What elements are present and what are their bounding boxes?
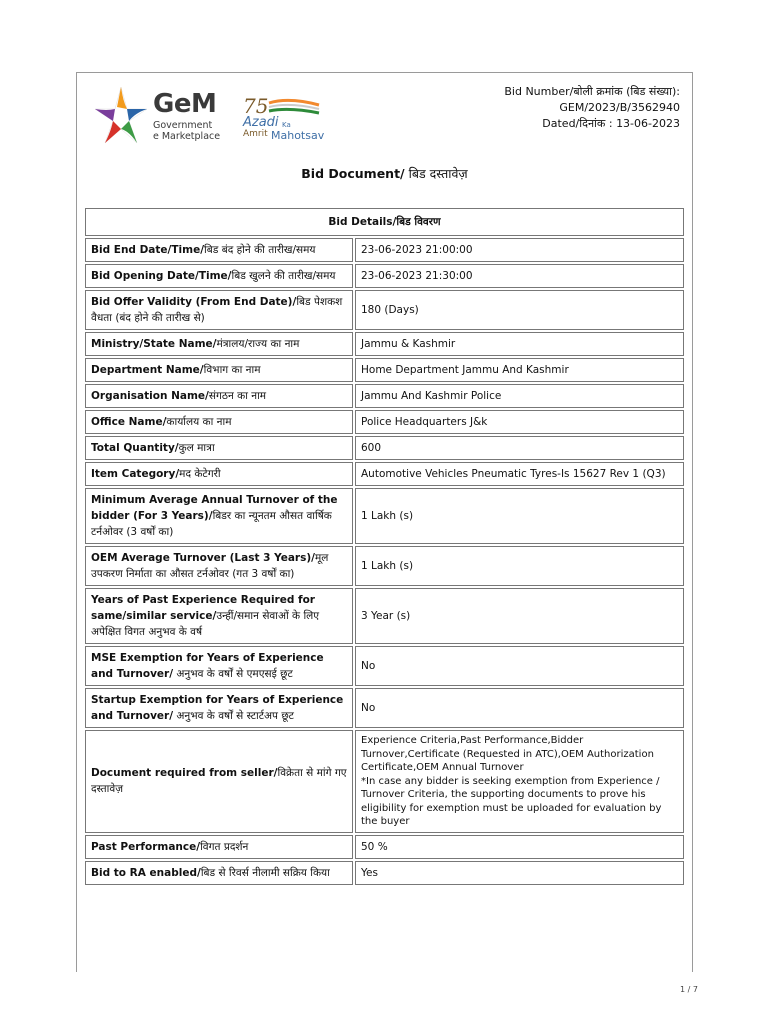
document-title: [77, 165, 692, 182]
gem-line1: Government: [153, 120, 213, 131]
row-label-hi: अनुभव के वर्षों से स्टार्टअप छूट: [173, 710, 294, 722]
row-label-hi: बिडर का न्यूनतम औसत वार्षिक टर्नओवर (3 वर्षों का): [91, 510, 332, 538]
row-label-hi: बिड बंद होने की तारीख/समय: [204, 244, 316, 256]
row-value: Police Headquarters J&k: [355, 410, 684, 434]
row-label-hi: बिड खुलने की तारीख/समय: [231, 270, 336, 282]
row-value: Jammu And Kashmir Police: [355, 384, 684, 408]
row-label-hi: विभाग का नाम: [203, 364, 261, 376]
row-label: [85, 238, 353, 262]
table-row: [85, 436, 684, 460]
azadi-ka-amrit-mahotsav-logo: [243, 93, 333, 145]
row-value: 180 (Days): [355, 290, 684, 330]
gem-star-icon: [93, 85, 149, 145]
row-label: [85, 264, 353, 288]
row-label: [85, 436, 353, 460]
table-row: [85, 290, 684, 330]
row-label: [85, 462, 353, 486]
row-label: [85, 688, 353, 728]
dated-value: 13-06-2023: [616, 117, 680, 130]
row-value: 1 Lakh (s): [355, 546, 684, 586]
azadi-word: Azadi: [243, 115, 279, 130]
title-en: Bid Document/: [301, 166, 405, 181]
row-label: [85, 332, 353, 356]
row-label: [85, 730, 353, 833]
row-label-hi: अनुभव के वर्षों से एमएसई छूट: [173, 668, 293, 680]
row-label-en: Total Quantity/: [91, 442, 179, 454]
row-label-en: Minimum Average Annual Turnover of the bidder (For 3 Years)/: [91, 494, 338, 522]
row-label-en: Document required from seller/: [91, 767, 278, 780]
table-row: [85, 462, 684, 486]
row-label-en: Ministry/State Name/: [91, 338, 217, 350]
gem-logo: [93, 83, 323, 147]
row-value: No: [355, 688, 684, 728]
document-page: [76, 72, 693, 972]
title-hi: बिड दस्तावेज़: [404, 166, 468, 181]
row-label-hi: बिड से रिवर्स नीलामी सक्रिय किया: [200, 866, 330, 879]
table-row: [85, 384, 684, 408]
row-value: 50 %: [355, 835, 684, 859]
row-value: 600: [355, 436, 684, 460]
bid-details-table: [83, 206, 686, 887]
page-number: 1 / 7: [680, 985, 698, 994]
row-label: [85, 290, 353, 330]
bid-info: [504, 84, 680, 132]
gem-line2: e Marketplace: [153, 131, 221, 142]
row-label-en: Office Name/: [91, 416, 167, 428]
row-label-en: Bid Offer Validity (From End Date)/: [91, 296, 297, 308]
row-label-en: Startup Exemption for Years of Experience and Turnover/: [91, 694, 344, 722]
table-row: [85, 730, 684, 833]
row-label: [85, 410, 353, 434]
table-row: [85, 688, 684, 728]
bid-details-rows: [85, 238, 684, 885]
dated-line: [504, 116, 680, 132]
row-label-en: Organisation Name/: [91, 390, 209, 402]
table-row: [85, 861, 684, 885]
row-value: 1 Lakh (s): [355, 488, 684, 544]
azadi-amrit: Amrit: [243, 129, 268, 139]
row-label-en: Years of Past Experience Required for same/similar service/: [91, 594, 315, 622]
row-value: Experience Criteria,Past Performance,Bidder Turnover,Certificate (Requested in ATC),OEM Authorization Certificate,OEM Annual Turnover *In case any bidder is seeking exemption from Experience / Turnover Criteria, the supporting documents to prove his eligibility for exemption must be uploaded for evaluation by the buyer: [355, 730, 684, 833]
row-label-en: Bid to RA enabled/: [91, 866, 201, 879]
azadi-number: 75: [243, 94, 269, 117]
table-row: [85, 264, 684, 288]
bid-number-label: Bid Number/बोली क्रमांक (बिड संख्या):: [504, 85, 680, 98]
row-value: Jammu & Kashmir: [355, 332, 684, 356]
azadi-mahotsav: Mahotsav: [271, 129, 325, 142]
row-value: Yes: [355, 861, 684, 885]
azadi-ka: Ka: [282, 121, 291, 129]
row-label: [85, 646, 353, 686]
table-row: [85, 646, 684, 686]
row-label-hi: विगत प्रदर्शन: [200, 840, 249, 853]
table-row: [85, 546, 684, 586]
row-label-en: OEM Average Turnover (Last 3 Years)/: [91, 552, 315, 564]
row-label-en: Past Performance/: [91, 840, 201, 853]
row-value: 23-06-2023 21:30:00: [355, 264, 684, 288]
row-value: 3 Year (s): [355, 588, 684, 644]
azadi-75-icon: [243, 93, 323, 117]
row-label-en: Bid Opening Date/Time/: [91, 270, 232, 282]
row-label-hi: उन्हीं/समान सेवाओं के लिए अपेक्षित विगत अनुभव के वर्ष: [91, 610, 320, 638]
row-label-hi: मंत्रालय/राज्य का नाम: [216, 338, 300, 350]
row-label-hi: मद केटेगरी: [179, 468, 221, 480]
row-label-hi: संगठन का नाम: [208, 390, 267, 402]
row-label: [85, 835, 353, 859]
dated-label: Dated/दिनांक :: [542, 117, 613, 130]
row-label-en: Item Category/: [91, 468, 180, 480]
row-label-en: Bid End Date/Time/: [91, 244, 205, 256]
row-label: [85, 358, 353, 382]
row-label: [85, 588, 353, 644]
table-row: [85, 835, 684, 859]
table-row: [85, 358, 684, 382]
row-label: [85, 546, 353, 586]
row-label-hi: मूल उपकरण निर्माता का औसत टर्नओवर (गत 3 वर्षों का): [91, 552, 329, 580]
table-row: [85, 488, 684, 544]
row-label-hi: विक्रेता से मांगे गए दस्तावेज़: [91, 767, 347, 796]
row-label: [85, 488, 353, 544]
row-value: 23-06-2023 21:00:00: [355, 238, 684, 262]
row-value: No: [355, 646, 684, 686]
table-row: [85, 588, 684, 644]
row-label: [85, 861, 353, 885]
table-row: [85, 410, 684, 434]
gem-name: GeM: [153, 89, 217, 119]
row-label-hi: कार्यालय का नाम: [166, 416, 232, 428]
row-label: [85, 384, 353, 408]
row-label-hi: कुल मात्रा: [178, 442, 215, 454]
table-row: [85, 238, 684, 262]
row-label-en: MSE Exemption for Years of Experience and Turnover/: [91, 652, 324, 680]
row-label-hi: बिड पेशकश वैधता (बंद होने की तारीख से): [91, 296, 343, 324]
table-row: [85, 332, 684, 356]
row-label-en: Department Name/: [91, 364, 204, 376]
row-value: Automotive Vehicles Pneumatic Tyres-Is 15627 Rev 1 (Q3): [355, 462, 684, 486]
bid-number: GEM/2023/B/3562940: [559, 101, 680, 114]
row-value: Home Department Jammu And Kashmir: [355, 358, 684, 382]
bid-details-heading: Bid Details/बिड विवरण: [85, 208, 684, 236]
